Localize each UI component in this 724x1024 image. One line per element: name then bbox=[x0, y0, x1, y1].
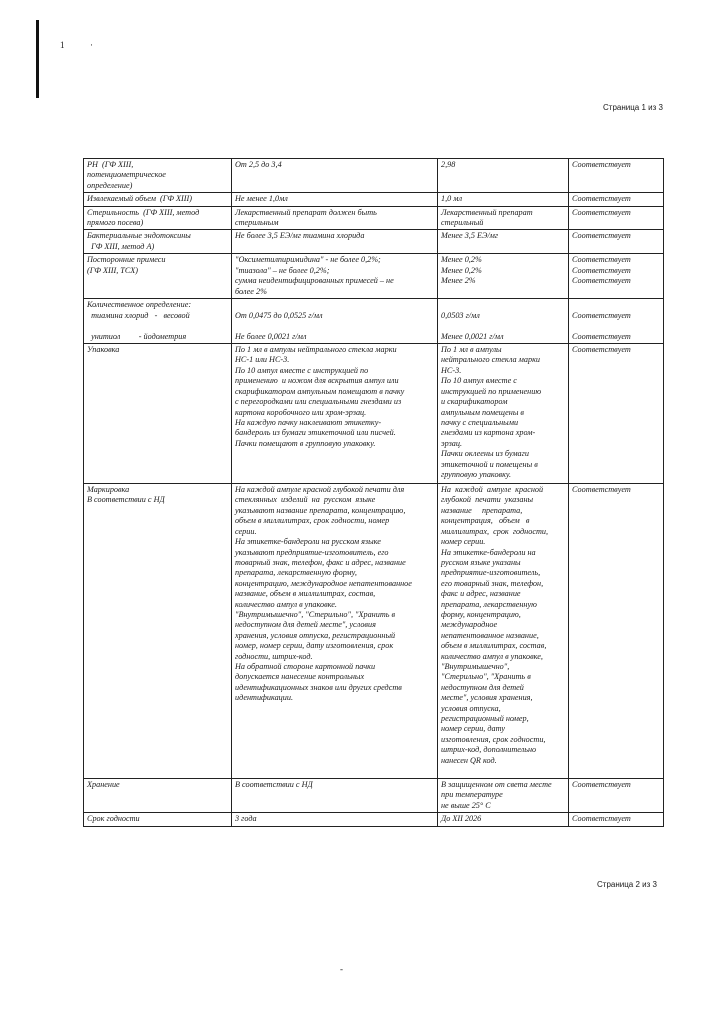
cell-line: скарификатором ампульным помещают в пачку bbox=[235, 386, 405, 396]
cell-line: 1,0 мл bbox=[441, 194, 463, 204]
cell-line: "Стерильно", "Хранить в bbox=[441, 672, 531, 682]
cell-parameter bbox=[84, 484, 232, 779]
cell-line: Соответствует bbox=[572, 231, 631, 241]
cell-line: На этикетке-бандероли на bbox=[441, 547, 536, 557]
cell-line: Хранение bbox=[87, 780, 120, 790]
cell-line: его товарный знак, телефон, bbox=[441, 578, 544, 588]
cell-line: Лекарственный препарат должен быть bbox=[235, 207, 377, 217]
table-row bbox=[84, 254, 664, 299]
cell-line: Соответствует bbox=[572, 331, 631, 341]
cell-line: 2,98 bbox=[441, 160, 456, 169]
cell-line: более 2% bbox=[235, 286, 267, 296]
cell-line: объем в миллилитрах, срок годности, номер bbox=[235, 516, 390, 526]
cell-requirement bbox=[232, 779, 438, 813]
cell-line: нанесен QR код. bbox=[441, 755, 497, 765]
cell-requirement bbox=[232, 813, 438, 826]
cell-requirement bbox=[232, 299, 438, 344]
specification-table bbox=[83, 158, 664, 827]
cell-line: До XII 2026 bbox=[441, 814, 482, 824]
cell-result bbox=[438, 159, 569, 193]
cell-parameter bbox=[84, 230, 232, 254]
cell-line: От 0,0475 до 0,0525 г/мл bbox=[235, 310, 323, 320]
cell-line: Соответствует bbox=[572, 194, 631, 204]
cell-result bbox=[438, 254, 569, 299]
cell-line: условия отпуска, bbox=[441, 703, 501, 713]
cell-parameter bbox=[84, 344, 232, 484]
cell-parameter bbox=[84, 299, 232, 344]
cell-line: Соответствует bbox=[572, 255, 631, 265]
cell-line: Не более 0,0021 г/мл bbox=[235, 331, 307, 341]
cell-line: русском языке указаны bbox=[441, 557, 521, 567]
cell-line: унитиол - йодометрия bbox=[87, 331, 187, 341]
cell-parameter bbox=[84, 193, 232, 206]
corner-mark: 1 bbox=[60, 40, 65, 50]
cell-line: "Внутримышечно", "Стерильно", "Хранить в bbox=[235, 609, 396, 619]
cell-line: концентрацию, международное непатентованное bbox=[235, 578, 412, 588]
cell-line: 0,0503 г/мл bbox=[441, 310, 480, 320]
cell-requirement bbox=[232, 159, 438, 193]
cell-line: хранения, условия отпуска, регистрационный bbox=[235, 630, 396, 640]
cell-line bbox=[441, 321, 565, 331]
cell-result bbox=[438, 813, 569, 826]
cell-conclusion bbox=[569, 344, 664, 484]
cell-line: По 1 мл в ампулы нейтрального стекла марки bbox=[235, 345, 397, 355]
cell-line: Стерильность (ГФ XIII, метод bbox=[87, 207, 200, 217]
cell-line: идентификационных знаков или других средств bbox=[235, 682, 402, 692]
table-row bbox=[84, 230, 664, 254]
cell-line: пачку с специальными bbox=[441, 417, 519, 427]
cell-line: глубокой печати указаны bbox=[441, 495, 534, 505]
cell-line: название, объем в миллилитрах, состав, bbox=[235, 589, 376, 599]
cell-line: недоступном для детей месте", условия bbox=[235, 620, 376, 630]
cell-line: Упаковка bbox=[87, 345, 120, 355]
cell-requirement bbox=[232, 206, 438, 230]
cell-parameter bbox=[84, 254, 232, 299]
cell-line: и скарификатором bbox=[441, 397, 508, 407]
dot-mark: · bbox=[90, 40, 93, 50]
cell-line: стеклянных изделий на русском языке bbox=[235, 495, 376, 505]
cell-parameter bbox=[84, 206, 232, 230]
cell-line: "Оксиметилпиримидина" - не более 0,2%; bbox=[235, 255, 381, 265]
bottom-mark: - bbox=[340, 964, 343, 974]
cell-line: указывают предприятие-изготовитель, его bbox=[235, 547, 389, 557]
cell-line: форму, концентрацию, bbox=[441, 609, 521, 619]
cell-line: количество ампул в упаковке, bbox=[441, 651, 543, 661]
cell-result bbox=[438, 299, 569, 344]
cell-line: номер, номер серии, дату изготовления, срок bbox=[235, 641, 394, 651]
cell-line: На каждой ампуле красной глубокой печати для bbox=[235, 485, 405, 495]
cell-line: тиамина хлорид - весовой bbox=[87, 310, 190, 320]
cell-line: 3 года bbox=[235, 814, 257, 824]
cell-parameter bbox=[84, 813, 232, 826]
cell-line: бандероль из бумаги этикеточной или писчей. bbox=[235, 428, 396, 438]
cell-line: Менее 0,2% bbox=[441, 255, 482, 265]
cell-line: РН (ГФ XIII, bbox=[87, 160, 134, 169]
cell-result bbox=[438, 344, 569, 484]
cell-line: прямого посева) bbox=[87, 218, 144, 228]
cell-line: На обратной стороне картонной пачки bbox=[235, 661, 376, 671]
cell-line: В защищенном от света месте bbox=[441, 780, 552, 790]
cell-conclusion bbox=[569, 206, 664, 230]
cell-result bbox=[438, 484, 569, 779]
cell-line: В соответствии с НД bbox=[235, 780, 313, 790]
cell-line: Соответствует bbox=[572, 345, 631, 355]
cell-line: с перегородками или специальными гнездами из bbox=[235, 397, 402, 407]
cell-line: "тиазола" – не более 0,2%; bbox=[235, 265, 330, 275]
cell-line: Соответствует bbox=[572, 207, 631, 217]
cell-line: нейтрального стекла марки bbox=[441, 355, 540, 365]
cell-line: Менее 0,0021 г/мл bbox=[441, 331, 504, 341]
scan-edge-mark bbox=[36, 20, 39, 98]
cell-line: препарата, лекарственную форму, bbox=[235, 568, 357, 578]
cell-line: На этикетке-бандероли на русском языке bbox=[235, 537, 381, 547]
cell-line: этикеточной и помещены в bbox=[441, 459, 538, 469]
cell-line: ампульным помещены в bbox=[441, 407, 524, 417]
cell-line: объем в миллилитрах, состав, bbox=[441, 641, 547, 651]
cell-conclusion bbox=[569, 299, 664, 344]
table-row bbox=[84, 193, 664, 206]
cell-line: НС-3. bbox=[441, 365, 462, 375]
cell-result bbox=[438, 230, 569, 254]
cell-line: По 1 мл в ампулы bbox=[441, 345, 502, 355]
cell-line: Соответствует bbox=[572, 276, 631, 286]
cell-line: Количественное определение: bbox=[87, 300, 192, 310]
cell-line: (ГФ XIII, ТСХ) bbox=[87, 265, 138, 275]
cell-line: применению и ножом для вскрытия ампул или bbox=[235, 376, 399, 386]
cell-conclusion bbox=[569, 254, 664, 299]
cell-line: при температуре bbox=[441, 790, 503, 800]
cell-line: не выше 25° С bbox=[441, 800, 491, 810]
page-number-bottom: Страница 2 из 3 bbox=[597, 880, 657, 889]
cell-line: Пачки помещают в групповую упаковку. bbox=[235, 438, 376, 448]
cell-line: стерильный bbox=[441, 218, 484, 228]
cell-line: потенциометрическое bbox=[87, 170, 166, 180]
cell-line: номер серии. bbox=[441, 537, 486, 547]
cell-line: Срок годности bbox=[87, 814, 140, 824]
cell-line: препарата, лекарственную bbox=[441, 599, 537, 609]
cell-line: годности, штрих-код. bbox=[235, 651, 313, 661]
cell-line: Менее 0,2% bbox=[441, 265, 482, 275]
cell-requirement bbox=[232, 254, 438, 299]
table-row bbox=[84, 206, 664, 230]
cell-line: Соответствует bbox=[572, 265, 631, 275]
cell-line: название препарата, bbox=[441, 505, 523, 515]
table-row bbox=[84, 159, 664, 193]
cell-line: Бактериальные эндотоксины bbox=[87, 231, 191, 241]
cell-line: Соответствует bbox=[572, 310, 631, 320]
cell-line: определение) bbox=[87, 180, 133, 190]
cell-line: недоступном для детей bbox=[441, 682, 524, 692]
cell-requirement bbox=[232, 193, 438, 206]
cell-line: картона коробочного или хром-эрзац. bbox=[235, 407, 367, 417]
cell-line: штрих-код, дополнительно bbox=[441, 745, 537, 755]
cell-line: На каждой ампуле красной bbox=[441, 485, 544, 495]
table-row bbox=[84, 344, 664, 484]
cell-line: миллилитрах, срок годности, bbox=[441, 526, 549, 536]
cell-line: групповую упаковку. bbox=[441, 469, 512, 479]
cell-line: сумма неидентифицированных примесей – не bbox=[235, 276, 394, 286]
table-row bbox=[84, 484, 664, 779]
cell-conclusion bbox=[569, 193, 664, 206]
cell-line: инструкцией по применению bbox=[441, 386, 542, 396]
cell-line: эрзац. bbox=[441, 438, 463, 448]
cell-line: допускается нанесение контрольных bbox=[235, 672, 365, 682]
cell-result bbox=[438, 779, 569, 813]
cell-line: Не более 3,5 ЕЭ/мг тиамина хлорида bbox=[235, 231, 365, 241]
cell-requirement bbox=[232, 344, 438, 484]
cell-line: От 2,5 до 3,4 bbox=[235, 160, 282, 169]
cell-line: Маркировка bbox=[87, 485, 130, 495]
cell-line: факс и адрес, название bbox=[441, 589, 521, 599]
cell-line: серии. bbox=[235, 526, 257, 536]
cell-conclusion bbox=[569, 230, 664, 254]
cell-conclusion bbox=[569, 484, 664, 779]
cell-line: гнездами из картона хром- bbox=[441, 428, 536, 438]
cell-line: предприятие-изготовитель, bbox=[441, 568, 541, 578]
cell-line bbox=[572, 300, 660, 310]
table-row bbox=[84, 813, 664, 826]
cell-line: По 10 ампул вместе с bbox=[441, 376, 517, 386]
cell-result bbox=[438, 193, 569, 206]
cell-line: По 10 ампул вместе с инструкцией по bbox=[235, 365, 369, 375]
cell-line: В соответствии с НД bbox=[87, 495, 165, 505]
cell-line: товарный знак, телефон, факс и адрес, название bbox=[235, 557, 406, 567]
page-number-top: Страница 1 из 3 bbox=[603, 103, 663, 112]
cell-line: изготовления, срок годности, bbox=[441, 734, 546, 744]
cell-line: Менее 2% bbox=[441, 276, 476, 286]
cell-conclusion bbox=[569, 779, 664, 813]
cell-line: концентрация, объем в bbox=[441, 516, 530, 526]
cell-line: На каждую пачку наклеивают этикетку- bbox=[235, 417, 382, 427]
cell-line: международное bbox=[441, 620, 498, 630]
cell-result bbox=[438, 206, 569, 230]
cell-line: идентификации. bbox=[235, 693, 293, 703]
cell-line: Извлекаемый объем (ГФ XIII) bbox=[87, 194, 192, 204]
cell-line: Лекарственный препарат bbox=[441, 207, 533, 217]
cell-line: "Внутримышечно", bbox=[441, 661, 510, 671]
cell-line: указывают название препарата, концентрацию, bbox=[235, 505, 406, 515]
cell-line: стерильным bbox=[235, 218, 279, 228]
table-row bbox=[84, 299, 664, 344]
cell-line: Соответствует bbox=[572, 485, 631, 495]
cell-line: Соответствует bbox=[572, 160, 631, 169]
cell-line: Соответствует bbox=[572, 814, 631, 824]
cell-requirement bbox=[232, 484, 438, 779]
cell-line: Не менее 1,0мл bbox=[235, 194, 288, 204]
cell-conclusion bbox=[569, 813, 664, 826]
table-row bbox=[84, 779, 664, 813]
cell-line bbox=[87, 321, 228, 331]
cell-line bbox=[441, 300, 565, 310]
cell-requirement bbox=[232, 230, 438, 254]
cell-line: месте", условия хранения, bbox=[441, 693, 533, 703]
cell-line: Посторонние примеси bbox=[87, 255, 166, 265]
cell-parameter bbox=[84, 779, 232, 813]
cell-line bbox=[235, 300, 434, 310]
cell-line: количество ампул в упаковке. bbox=[235, 599, 337, 609]
cell-line: ГФ XIII, метод А) bbox=[87, 241, 155, 251]
cell-line: Менее 3,5 ЕЭ/мг bbox=[441, 231, 499, 241]
cell-line: непатентованное название, bbox=[441, 630, 539, 640]
cell-conclusion bbox=[569, 159, 664, 193]
cell-parameter bbox=[84, 159, 232, 193]
cell-line: Соответствует bbox=[572, 780, 631, 790]
cell-line: номер серии, дату bbox=[441, 724, 505, 734]
cell-line bbox=[572, 321, 660, 331]
cell-line: Пачки оклеены из бумаги bbox=[441, 449, 529, 459]
cell-line bbox=[235, 321, 434, 331]
cell-line: регистрационный номер, bbox=[441, 714, 529, 723]
cell-line: НС-1 или НС-3. bbox=[235, 355, 290, 365]
